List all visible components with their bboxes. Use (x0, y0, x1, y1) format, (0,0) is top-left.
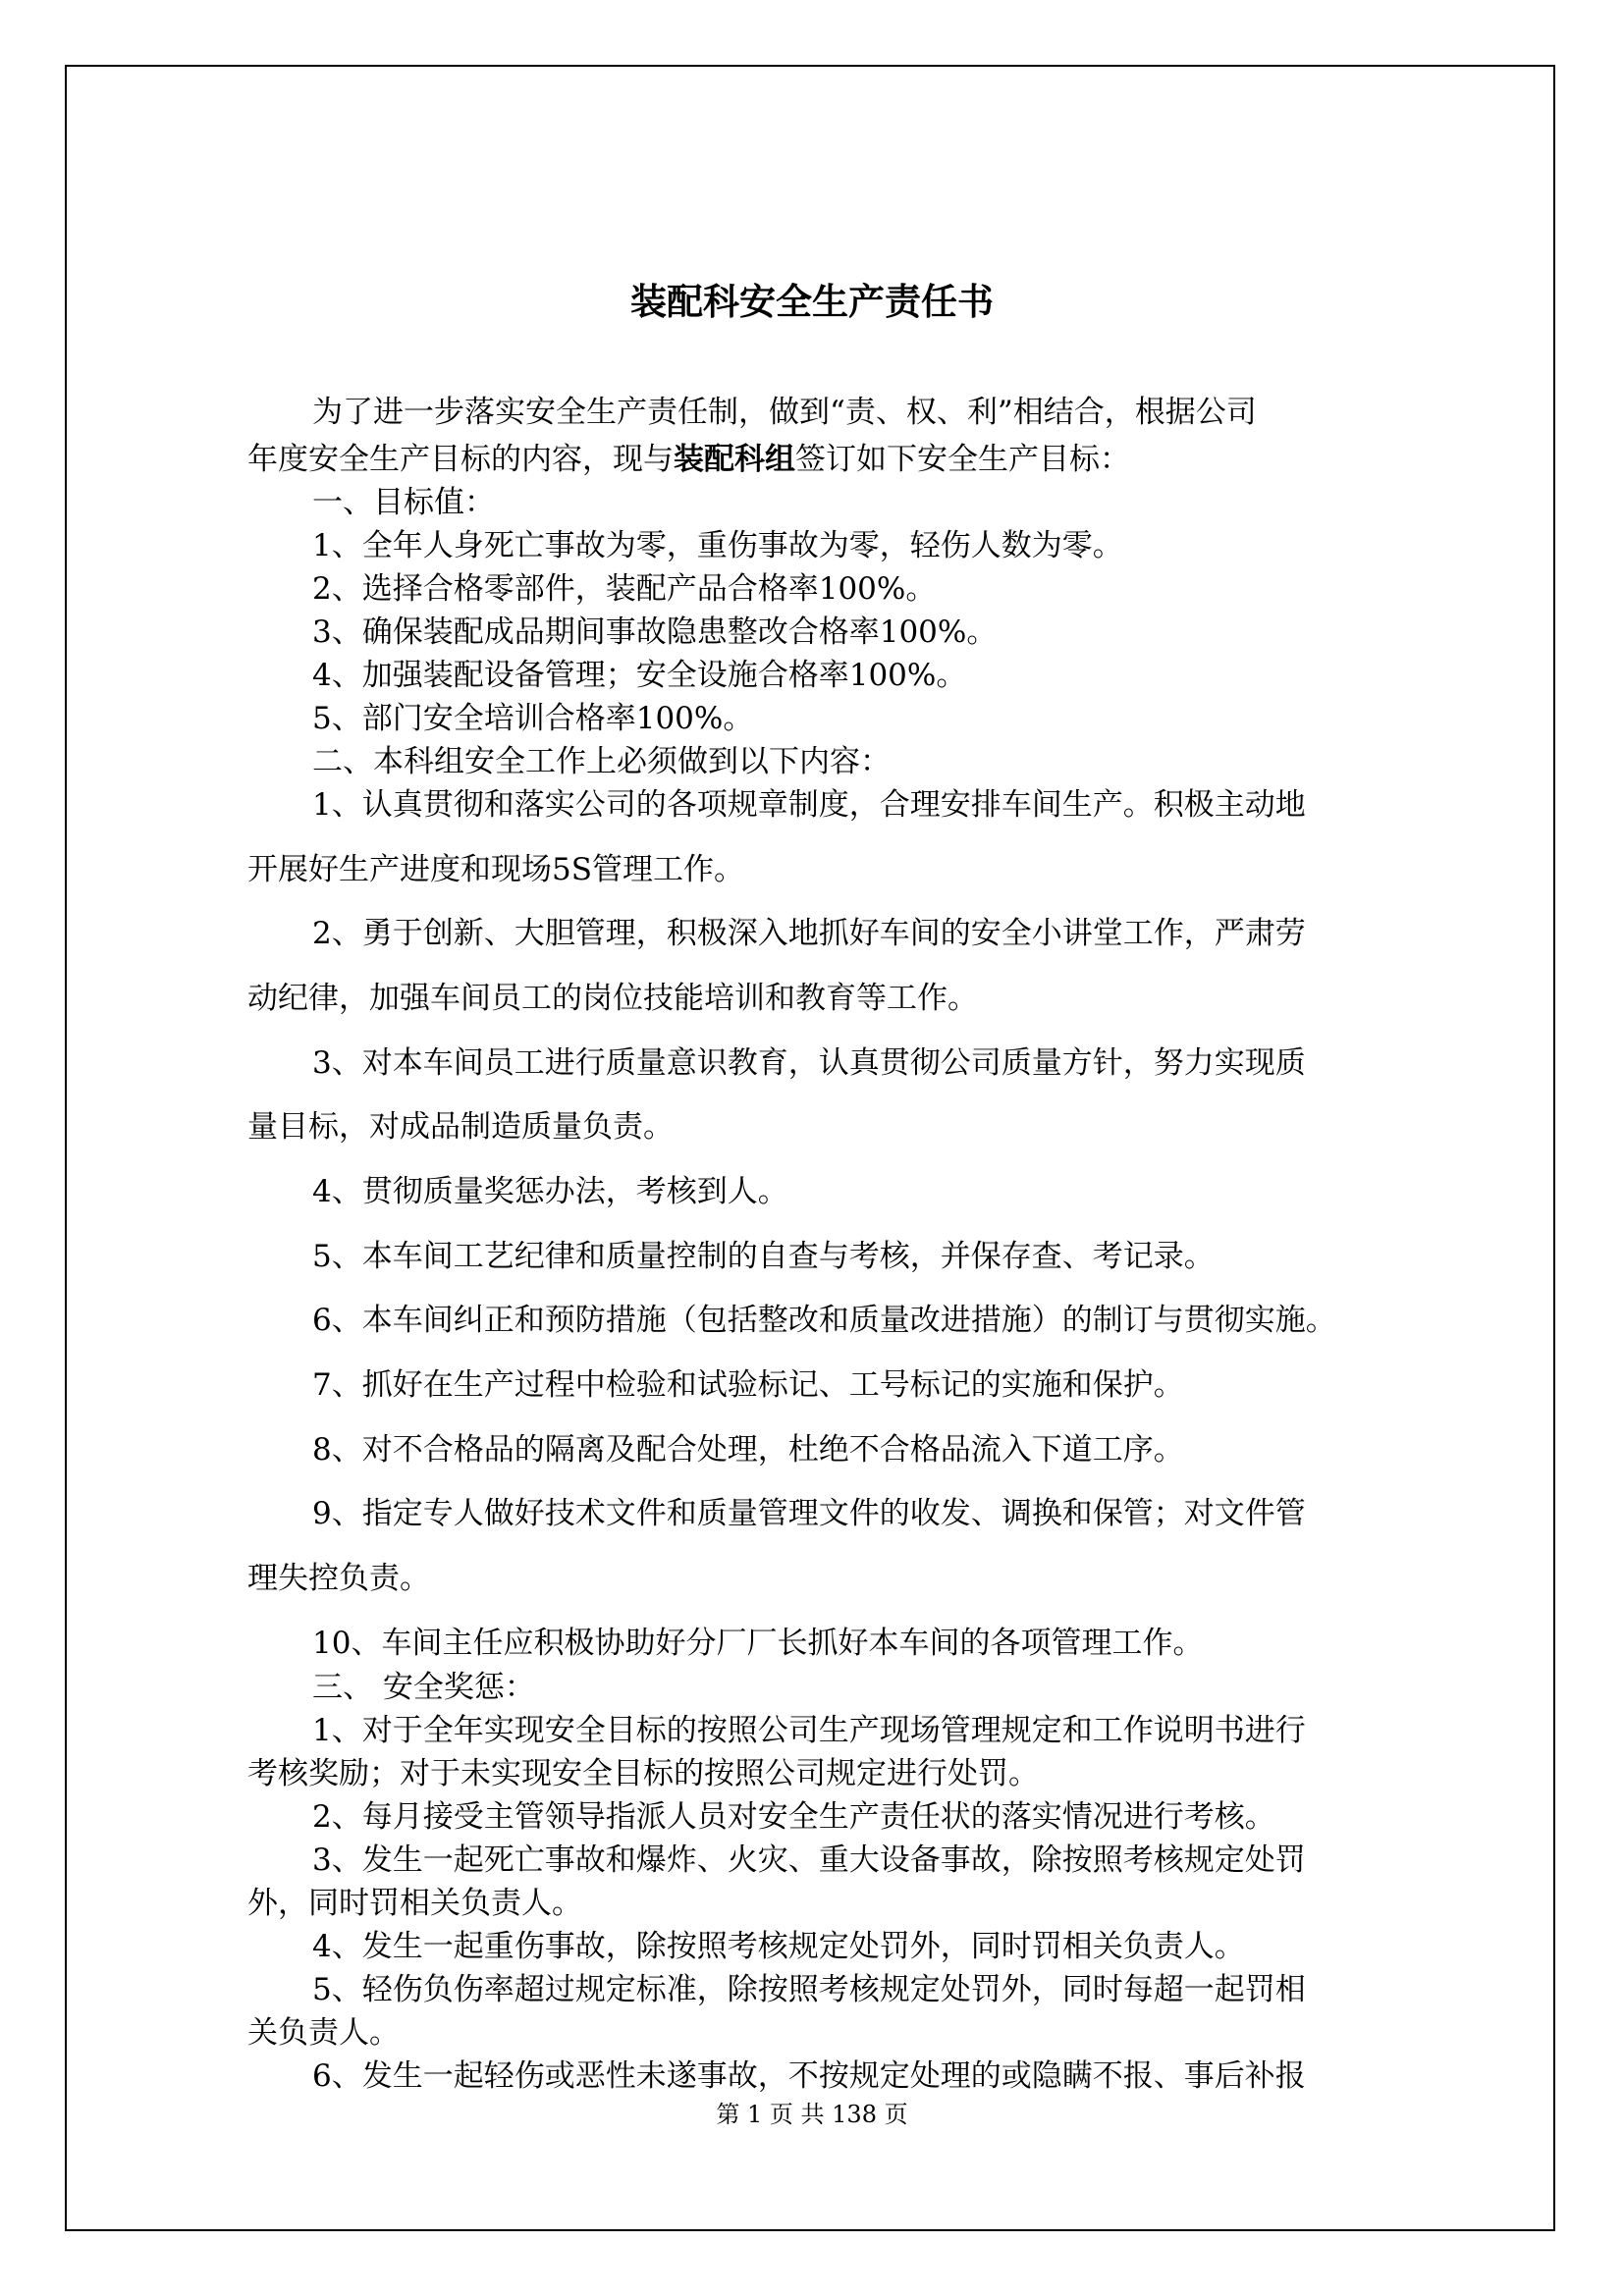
duty-item-continuation: 开展好生产进度和现场5S管理工作。 (247, 852, 744, 887)
intro-text-end: 签订如下安全生产目标： (795, 442, 1130, 477)
document-title: 装配科安全生产责任书 (630, 280, 994, 323)
duty-item: 3、对本车间员工进行质量意识教育，认真贯彻公司质量方针，努力实现质 (312, 1045, 1306, 1081)
department-name: 装配科组 (674, 442, 795, 477)
section-heading-targets: 一、目标值： (312, 485, 495, 520)
target-item: 1、全年人身死亡事故为零，重伤事故为零，轻伤人数为零。 (312, 528, 1123, 563)
target-item: 2、选择合格零部件，装配产品合格率100%。 (312, 571, 937, 607)
intro-text: 年度安全生产目标的内容，现与 (247, 442, 674, 477)
duty-item: 10、车间主任应积极协助好分厂厂长抓好本车间的各项管理工作。 (312, 1626, 1204, 1661)
reward-item: 6、发生一起轻伤或恶性未遂事故，不按规定处理的或隐瞒不报、事后补报 (312, 2058, 1306, 2094)
duty-item: 1、认真贯彻和落实公司的各项规章制度，合理安排车间生产。积极主动地 (312, 787, 1306, 823)
duty-item: 6、本车间纠正和预防措施（包括整改和质量改进措施）的制订与贯彻实施。 (312, 1303, 1336, 1338)
reward-item-continuation: 外，同时罚相关负责人。 (247, 1886, 582, 1921)
duty-item: 9、指定专人做好技术文件和质量管理文件的收发、调换和保管；对文件管 (312, 1496, 1306, 1531)
duty-item-continuation: 量目标，对成品制造质量负责。 (247, 1109, 674, 1145)
target-item: 3、确保装配成品期间事故隐患整改合格率100%。 (312, 614, 998, 650)
duty-item: 5、本车间工艺纪律和质量控制的自查与考核，并保存查、考记录。 (312, 1239, 1215, 1274)
reward-item: 5、轻伤负伤率超过规定标准，除按照考核规定处罚外，同时每超一起罚相 (312, 1972, 1306, 2007)
reward-item: 2、每月接受主管领导指派人员对安全生产责任状的落实情况进行考核。 (312, 1799, 1275, 1835)
section-heading-duties: 二、本科组安全工作上必须做到以下内容： (312, 744, 891, 779)
reward-item: 1、对于全年实现安全目标的按照公司生产现场管理规定和工作说明书进行 (312, 1713, 1306, 1748)
duty-item: 4、贯彻质量奖惩办法，考核到人。 (312, 1174, 788, 1209)
reward-item: 4、发生一起重伤事故，除按照考核规定处罚外，同时罚相关负责人。 (312, 1929, 1245, 1964)
reward-item-continuation: 考核奖励；对于未实现安全目标的按照公司规定进行处罚。 (247, 1756, 1039, 1791)
duty-item: 2、勇于创新、大胆管理，积极深入地抓好车间的安全小讲堂工作，严肃劳 (312, 916, 1306, 951)
duty-item-continuation: 理失控负责。 (247, 1561, 430, 1596)
duty-item-continuation: 动纪律，加强车间员工的岗位技能培训和教育等工作。 (247, 981, 978, 1016)
duty-item: 7、抓好在生产过程中检验和试验标记、工号标记的实施和保护。 (312, 1367, 1184, 1403)
reward-item-continuation: 关负责人。 (247, 2015, 400, 2051)
duty-item: 8、对不合格品的隔离及配合处理，杜绝不合格品流入下道工序。 (312, 1432, 1184, 1468)
reward-item: 3、发生一起死亡事故和爆炸、火灾、重大设备事故，除按照考核规定处罚 (312, 1842, 1306, 1878)
intro-line-1: 为了进一步落实安全生产责任制，做到“责、权、利”相结合，根据公司 (312, 395, 1257, 430)
target-item: 4、加强装配设备管理；安全设施合格率100%。 (312, 658, 967, 693)
page-number: 第 1 页 共 138 页 (716, 2101, 908, 2128)
target-item: 5、部门安全培训合格率100%。 (312, 701, 754, 736)
section-heading-rewards: 三、 安全奖惩： (312, 1670, 535, 1705)
intro-line-2 (247, 438, 1130, 481)
